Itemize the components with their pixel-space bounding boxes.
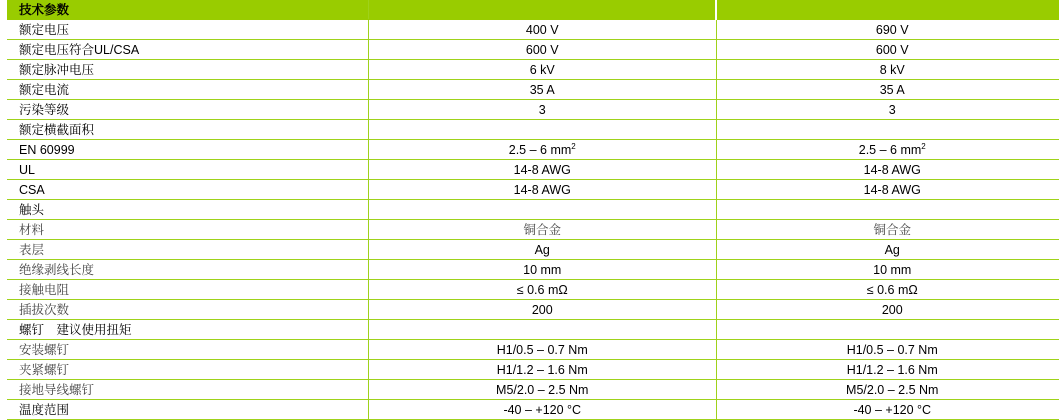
row-value-400v <box>369 240 717 260</box>
row-value-400v <box>369 140 717 160</box>
table-row <box>7 220 1059 240</box>
header-col-1 <box>369 0 717 20</box>
value-text: 14-8 AWG <box>863 182 921 197</box>
row-value-400v <box>369 380 717 400</box>
row-value-690v <box>716 380 1059 400</box>
row-label: EN 60999 <box>7 140 369 160</box>
table-row <box>7 320 1059 340</box>
row-label: 表层 <box>7 240 369 260</box>
value-text: ≤ 0.6 mΩ <box>866 282 918 297</box>
table-row <box>7 80 1059 100</box>
superscript: 2 <box>571 141 576 151</box>
table-row <box>7 20 1059 40</box>
value-text: 690 V <box>875 22 909 37</box>
row-value-690v <box>716 80 1059 100</box>
row-value-690v <box>716 220 1059 240</box>
row-value-690v <box>716 200 1059 220</box>
row-label: 夹紧螺钉 <box>7 360 369 380</box>
value-text: 600 V <box>525 42 559 57</box>
value-text: 2.5 – 6 mm <box>508 142 572 157</box>
table-row <box>7 180 1059 200</box>
value-text: Ag <box>884 242 900 257</box>
row-value-690v <box>716 160 1059 180</box>
value-text: 200 <box>881 302 903 317</box>
row-value-400v <box>369 120 717 140</box>
value-text: -40 – +120 °C <box>503 402 582 417</box>
row-value-690v <box>716 260 1059 280</box>
table-row <box>7 340 1059 360</box>
value-text: 200 <box>531 302 553 317</box>
value-text: Ag <box>534 242 550 257</box>
row-label: 触头 <box>7 200 369 220</box>
table-row <box>7 60 1059 80</box>
row-label: 额定脉冲电压 <box>7 60 369 80</box>
row-value-400v <box>369 80 717 100</box>
value-text: 3 <box>538 102 546 117</box>
row-label: 材料 <box>7 220 369 240</box>
row-label: 插拔次数 <box>7 300 369 320</box>
row-value-400v <box>369 180 717 200</box>
table-row <box>7 120 1059 140</box>
row-value-690v <box>716 320 1059 340</box>
value-text: 10 mm <box>523 262 562 277</box>
value-text: 35 A <box>529 82 555 97</box>
row-label: 温度范围 <box>7 400 369 420</box>
row-label: 额定电流 <box>7 80 369 100</box>
row-value-400v <box>369 160 717 180</box>
row-value-690v <box>716 140 1059 160</box>
table-row <box>7 400 1059 420</box>
row-value-400v <box>369 300 717 320</box>
row-value-400v <box>369 20 717 40</box>
value-text: 600 V <box>875 42 909 57</box>
table-row <box>7 160 1059 180</box>
value-text: H1/1.2 – 1.6 Nm <box>496 362 588 377</box>
value-text: 14-8 AWG <box>513 182 571 197</box>
row-value-690v <box>716 340 1059 360</box>
row-value-400v <box>369 280 717 300</box>
value-text: ≤ 0.6 mΩ <box>516 282 568 297</box>
table-row <box>7 240 1059 260</box>
row-label: 污染等级 <box>7 100 369 120</box>
row-value-400v <box>369 260 717 280</box>
table-row <box>7 260 1059 280</box>
value-text: 35 A <box>879 82 905 97</box>
spec-table <box>7 0 1059 420</box>
row-value-690v <box>716 120 1059 140</box>
value-text: 2.5 – 6 mm <box>858 142 922 157</box>
row-label: UL <box>7 160 369 180</box>
table-row <box>7 40 1059 60</box>
value-text: H1/0.5 – 0.7 Nm <box>496 342 588 357</box>
value-text: 铜合金 <box>523 221 561 237</box>
value-text: 14-8 AWG <box>863 162 921 177</box>
row-value-400v <box>369 220 717 240</box>
row-label: 接地导线螺钉 <box>7 380 369 400</box>
row-label: 接触电阻 <box>7 280 369 300</box>
row-value-400v <box>369 40 717 60</box>
header-title: 技术参数 <box>7 0 369 20</box>
row-label: 安装螺钉 <box>7 340 369 360</box>
table-row <box>7 300 1059 320</box>
row-value-400v <box>369 60 717 80</box>
header-col-2 <box>716 0 1059 20</box>
value-text: 3 <box>888 102 896 117</box>
row-value-690v <box>716 20 1059 40</box>
row-value-690v <box>716 280 1059 300</box>
row-label: 额定横截面积 <box>7 120 369 140</box>
table-row <box>7 380 1059 400</box>
row-value-690v <box>716 240 1059 260</box>
row-label: CSA <box>7 180 369 200</box>
value-text: H1/0.5 – 0.7 Nm <box>846 342 938 357</box>
row-value-690v <box>716 400 1059 420</box>
table-row <box>7 200 1059 220</box>
table-row <box>7 100 1059 120</box>
value-text: 6 kV <box>529 62 555 77</box>
value-text: -40 – +120 °C <box>853 402 932 417</box>
value-text: 8 kV <box>879 62 905 77</box>
superscript: 2 <box>921 141 926 151</box>
row-value-400v <box>369 360 717 380</box>
table-row <box>7 360 1059 380</box>
row-value-690v <box>716 100 1059 120</box>
value-text: H1/1.2 – 1.6 Nm <box>846 362 938 377</box>
row-value-400v <box>369 400 717 420</box>
row-value-690v <box>716 40 1059 60</box>
value-text: M5/2.0 – 2.5 Nm <box>846 382 939 397</box>
row-label: 额定电压 <box>7 20 369 40</box>
row-value-400v <box>369 200 717 220</box>
row-label: 螺钉 建议使用扭矩 <box>7 320 369 340</box>
row-value-400v <box>369 340 717 360</box>
value-text: M5/2.0 – 2.5 Nm <box>496 382 589 397</box>
value-text: 铜合金 <box>873 221 911 237</box>
value-text: 10 mm <box>873 262 912 277</box>
row-value-690v <box>716 360 1059 380</box>
row-value-400v <box>369 320 717 340</box>
row-value-690v <box>716 180 1059 200</box>
table-row <box>7 280 1059 300</box>
value-text: 14-8 AWG <box>513 162 571 177</box>
row-value-690v <box>716 60 1059 80</box>
value-text: 400 V <box>525 22 559 37</box>
row-label: 绝缘剥线长度 <box>7 260 369 280</box>
row-value-690v <box>716 300 1059 320</box>
table-header-row <box>7 0 1059 20</box>
table-row <box>7 140 1059 160</box>
row-label: 额定电压符合UL/CSA <box>7 40 369 60</box>
row-value-400v <box>369 100 717 120</box>
